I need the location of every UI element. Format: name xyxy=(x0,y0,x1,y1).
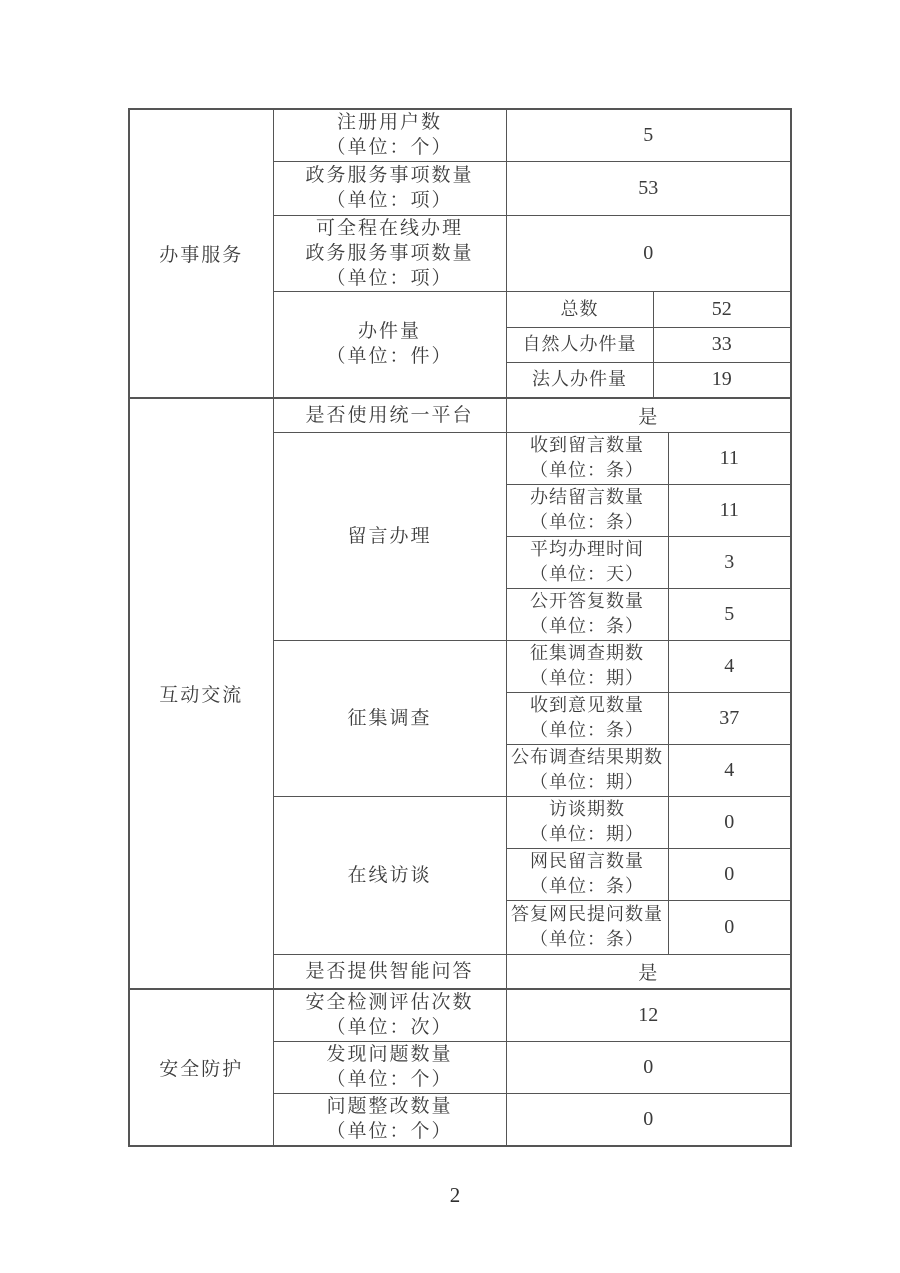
sublabel-results-published xyxy=(506,744,668,796)
item-label: 安全检测评估次数 xyxy=(305,992,474,1014)
item-problems-found xyxy=(273,1041,506,1093)
sublabel-unit: （单位：期） xyxy=(530,668,644,688)
sublabel-public-replies xyxy=(506,588,668,640)
sublabel-text: 公布调查结果期数 xyxy=(511,747,663,767)
category-label: 互动交流 xyxy=(159,685,244,706)
item-unit: （单位：个） xyxy=(326,137,453,159)
group-unit: （单位：件） xyxy=(326,346,453,368)
sublabel-text: 访谈期数 xyxy=(549,799,625,819)
value-problems-found: 0 xyxy=(506,1041,791,1093)
sublabel-unit: （单位：条） xyxy=(530,929,644,949)
category-service xyxy=(129,109,273,398)
sublabel-average-handling-time xyxy=(506,536,668,588)
item-label: 发现问题数量 xyxy=(326,1044,453,1065)
value-full-online-items: 0 xyxy=(506,215,791,291)
page-number: 2 xyxy=(449,1183,461,1207)
value-security-assessments: 12 xyxy=(506,989,791,1041)
item-unit: （单位：个） xyxy=(326,1069,453,1090)
value-unified-platform: 是 xyxy=(506,398,791,432)
sublabel-text: 收到意见数量 xyxy=(530,695,644,715)
item-registered-users xyxy=(273,109,506,161)
value-messages-received: 11 xyxy=(668,432,791,484)
sublabel-questions-answered xyxy=(506,900,668,954)
value-service-items: 53 xyxy=(506,161,791,215)
item-unified-platform: 是否使用统一平台 xyxy=(273,398,506,432)
group-surveys: 征集调查 xyxy=(273,640,506,796)
group-online-interviews: 在线访谈 xyxy=(273,796,506,954)
sublabel-messages-resolved xyxy=(506,484,668,536)
group-message-handling: 留言办理 xyxy=(273,432,506,640)
sublabel-text: 征集调查期数 xyxy=(530,643,644,663)
sublabel-survey-periods xyxy=(506,640,668,692)
sublabel-netizen-messages xyxy=(506,848,668,900)
sublabel-natural-person: 自然人办件量 xyxy=(506,327,653,362)
item-unit: （单位：个） xyxy=(326,1121,453,1143)
item-label: 政务服务事项数量 xyxy=(305,165,474,186)
sublabel-text: 平均办理时间 xyxy=(530,539,644,559)
value-questions-answered: 0 xyxy=(668,900,791,954)
sublabel-legal-person: 法人办件量 xyxy=(506,362,653,398)
group-label: 办件量 xyxy=(357,321,421,343)
item-smart-qa: 是否提供智能问答 xyxy=(273,954,506,989)
category-security xyxy=(129,989,273,1146)
sublabel-text: 网民留言数量 xyxy=(530,851,644,871)
report-table xyxy=(128,108,792,1147)
sublabel-unit: （单位：条） xyxy=(530,460,644,480)
sublabel-unit: （单位：条） xyxy=(530,512,644,532)
category-label: 办事服务 xyxy=(159,245,244,266)
item-label: 问题整改数量 xyxy=(326,1096,453,1118)
sublabel-unit: （单位：条） xyxy=(530,876,644,896)
value-registered-users: 5 xyxy=(506,109,791,161)
item-unit: （单位：项） xyxy=(326,267,453,289)
item-service-items xyxy=(273,161,506,215)
sublabel-text: 公开答复数量 xyxy=(530,591,644,611)
value-average-handling-time: 3 xyxy=(668,536,791,588)
sublabel-text: 收到留言数量 xyxy=(530,435,644,455)
sublabel-messages-received xyxy=(506,432,668,484)
value-smart-qa: 是 xyxy=(506,954,791,989)
group-case-volume xyxy=(273,291,506,398)
item-unit: （单位：项） xyxy=(326,190,453,211)
sublabel-text: 答复网民提问数量 xyxy=(511,904,663,924)
value-natural-person: 33 xyxy=(653,327,791,362)
category-label: 安全防护 xyxy=(159,1059,244,1080)
sublabel-unit: （单位：条） xyxy=(530,720,644,740)
sublabel-text: 办结留言数量 xyxy=(530,487,644,507)
value-messages-resolved: 11 xyxy=(668,484,791,536)
sublabel-opinions-received xyxy=(506,692,668,744)
sublabel-unit: （单位：期） xyxy=(530,772,644,792)
category-interaction xyxy=(129,398,273,989)
item-label: 可全程在线办理 xyxy=(315,217,463,239)
value-total: 52 xyxy=(653,291,791,327)
sublabel-total: 总数 xyxy=(506,291,653,327)
item-label: 注册用户数 xyxy=(336,112,442,134)
value-legal-person: 19 xyxy=(653,362,791,398)
value-interview-periods: 0 xyxy=(668,796,791,848)
item-security-assessments xyxy=(273,989,506,1041)
item-problems-rectified xyxy=(273,1093,506,1146)
sublabel-interview-periods xyxy=(506,796,668,848)
value-survey-periods: 4 xyxy=(668,640,791,692)
sublabel-unit: （单位：天） xyxy=(530,564,644,584)
value-public-replies: 5 xyxy=(668,588,791,640)
sublabel-unit: （单位：条） xyxy=(530,616,644,636)
value-results-published: 4 xyxy=(668,744,791,796)
item-full-online-items xyxy=(273,215,506,291)
sublabel-unit: （单位：期） xyxy=(530,824,644,844)
value-problems-rectified: 0 xyxy=(506,1093,791,1146)
value-opinions-received: 37 xyxy=(668,692,791,744)
value-netizen-messages: 0 xyxy=(668,848,791,900)
item-label-line2: 政务服务事项数量 xyxy=(305,242,474,264)
item-unit: （单位：次） xyxy=(326,1017,453,1039)
